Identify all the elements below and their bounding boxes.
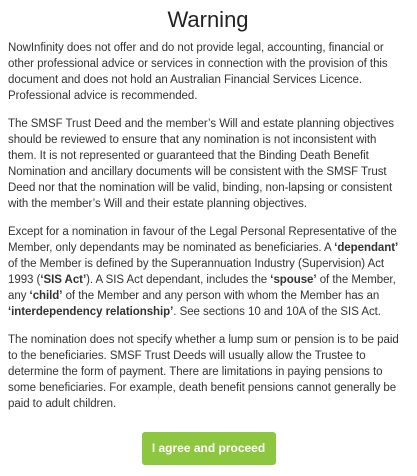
dialog-content — [8, 40, 408, 412]
disclaimer-paragraph: NowInfinity does not offer and do not provide legal, accounting, financial or other professional advice or services in connection with the provision of this document and does not hold an Australian Financial Services Licence. Professional advice is recommended. — [8, 42, 388, 102]
dependants-text-2: of the Member is defined by the Superannuation Industry (Supervision) Act 1993 ( — [8, 258, 385, 286]
term-sis-act: ‘SIS Act’ — [40, 274, 87, 286]
term-child: ‘child’ — [29, 290, 63, 302]
dependants-text-6: . See sections 10 and 10A of the SIS Act. — [173, 306, 381, 318]
dependants-text-1: Except for a nomination in favour of the Legal Personal Representative of the Member, only dependants may be nominated as beneficiaries. A — [8, 226, 397, 254]
button-row — [0, 432, 417, 465]
term-spouse: ‘spouse’ — [270, 274, 317, 286]
agree-and-proceed-button[interactable]: I agree and proceed — [142, 432, 276, 465]
dependants-paragraph — [8, 224, 408, 320]
dependants-text-5: of the Member and any person with whom the Member has an — [62, 290, 380, 302]
payment-form-paragraph: The nomination does not specify whether a lump sum or pension is to be paid to the beneficiaries. SMSF Trust Deeds will usually allow the Trustee to determine the form of payment. There are limitations in paying pensions to some beneficiaries. For example, death benefit pensions cannot generally be paid to adult children. — [8, 334, 399, 410]
term-dependant: ‘dependant’ — [334, 242, 399, 254]
term-interdependency: ‘interdependency relationship’ — [8, 306, 174, 318]
dependants-text-3: ). A SIS Act dependant, includes the — [86, 274, 271, 286]
trust-deed-paragraph: The SMSF Trust Deed and the member’s Will and estate planning objectives should be reviewed to ensure that any nomination is not inconsistent with them. It is not represented or guaranteed that the Binding Death Benefit Nomination and ancillary documents will be consistent with the SMSF Trust Deed nor that the nomination will be valid, binding, non-lapsing or consistent with the member’s Will and their estate planning objectives. — [8, 118, 394, 210]
dependants-text-4: of the Member, any — [8, 274, 396, 302]
dialog-title: Warning — [167, 7, 249, 32]
